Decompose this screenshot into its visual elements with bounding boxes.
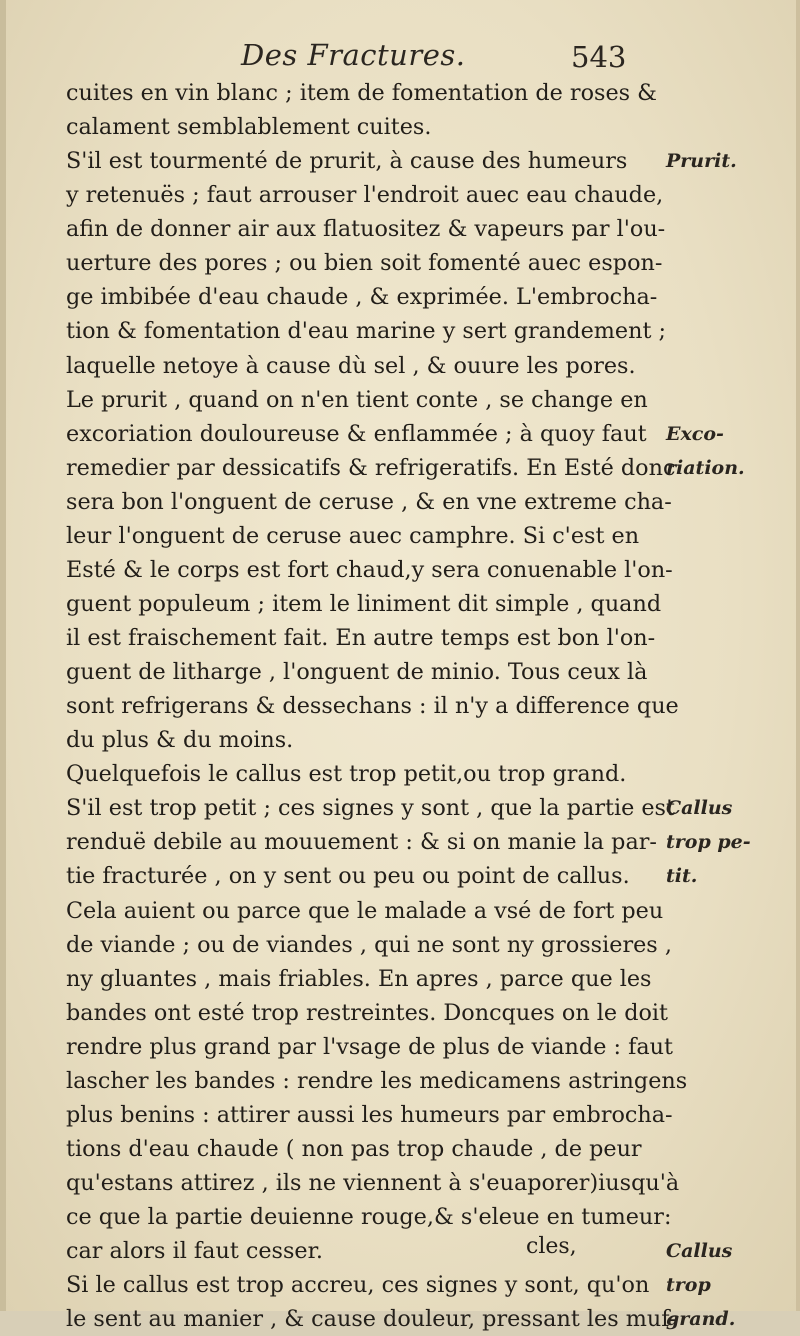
text-line: tion & fomentation d'eau marine y sert grandement ;	[66, 318, 667, 345]
text-line: laquelle netoye à cause dù sel , & ouure les pores.	[66, 352, 636, 379]
text-line: y retenuës ; faut arrouser l'endroit auec eau chaude,	[66, 182, 664, 209]
text-line: Esté & le corps est fort chaud,y sera conuenable l'on-	[66, 556, 673, 583]
text-line: excoriation douloureuse & enflammée ; à quoy faut	[66, 420, 647, 447]
margin-note	[666, 280, 800, 314]
text-line: plus benins : attirer aussi les humeurs par embrocha-	[66, 1101, 673, 1128]
margin-note: Callus	[666, 797, 733, 820]
margin-note	[666, 349, 800, 383]
text-line: Le prurit , quand on n'en tient conte , se change en	[66, 386, 648, 413]
text-line: ny gluantes , mais friables. En apres , parce que les	[66, 965, 652, 992]
margin-note	[666, 212, 800, 246]
text-line: sera bon l'onguent de ceruse , & en vne extreme cha-	[66, 488, 672, 515]
margin-note	[666, 1166, 800, 1200]
text-line: calament semblablement cuites.	[66, 114, 432, 141]
margin-note: Exco-	[666, 422, 724, 445]
margin-note	[666, 1098, 800, 1132]
margin-note: trop	[666, 1274, 711, 1297]
text-line: rendre plus grand par l'vsage de plus de viande : faut	[66, 1033, 673, 1060]
margin-note	[666, 1030, 800, 1064]
text-line: ce que la partie deuienne rouge,& s'eleue en tumeur:	[66, 1204, 672, 1231]
text-line: du plus & du moins.	[66, 727, 294, 754]
margin-note	[666, 76, 800, 110]
margin-note	[666, 110, 800, 144]
page-number: 543	[571, 40, 627, 74]
margin-note	[666, 757, 800, 791]
margin-note	[666, 1132, 800, 1166]
text-line: leur l'onguent de ceruse auec camphre. Si c'est en	[66, 522, 640, 549]
text-line: remedier par dessicatifs & refrigeratifs. En Esté donc	[66, 454, 676, 481]
text-line: S'il est trop petit ; ces signes y sont , que la partie est	[66, 795, 675, 822]
text-line: lascher les bandes : rendre les medicamens astringens	[66, 1067, 688, 1094]
margin-note: Callus	[666, 1240, 733, 1263]
text-line: tions d'eau chaude ( non pas trop chaude , de peur	[66, 1135, 642, 1162]
margin-note	[666, 894, 800, 928]
margin-note	[666, 621, 800, 655]
text-line: il est fraischement fait. En autre temps est bon l'on-	[66, 625, 656, 651]
text-line: le sent au manier , & cause douleur, pressant les muf-	[66, 1306, 677, 1333]
body-text	[66, 76, 688, 1336]
text-line: tie fracturée , on y sent ou peu ou point de callus.	[66, 863, 630, 890]
text-line: qu'estans attirez , ils ne viennent à s'euaporer)iusqu'à	[66, 1170, 680, 1196]
margin-note	[666, 1064, 800, 1098]
margin-note	[666, 723, 800, 757]
text-line: renduë debile au mouuement : & si on manie la par-	[66, 829, 657, 856]
margin-note: tit.	[666, 865, 698, 888]
text-line: Quelquefois le callus est trop petit,ou trop grand.	[66, 761, 627, 788]
text-line: car alors il faut cesser.	[66, 1238, 323, 1265]
text-line: guent populeum ; item le liniment dit simple , quand	[66, 590, 662, 617]
margin-note: trop pe-	[666, 831, 751, 854]
text-line: bandes ont esté trop restreintes. Doncques on le doit	[66, 999, 668, 1026]
margin-note	[666, 655, 800, 689]
margin-note	[666, 314, 800, 348]
margin-note	[666, 1200, 800, 1234]
margin-note	[666, 928, 800, 962]
catchword: cles,	[526, 1234, 577, 1259]
margin-note	[666, 519, 800, 553]
text-line: afin de donner air aux flatuositez & vapeurs par l'ou-	[66, 216, 666, 243]
margin-note	[666, 587, 800, 621]
text-line: Si le callus est trop accreu, ces signes y sont, qu'on	[66, 1272, 650, 1299]
margin-note	[666, 996, 800, 1030]
margin-note	[666, 962, 800, 996]
margin-note	[666, 689, 800, 723]
text-line: sont refrigerans & dessechans : il n'y a difference que	[66, 693, 679, 720]
running-head: Des Fractures.	[241, 38, 466, 72]
text-line: cuites en vin blanc ; item de fomentation de roses &	[66, 80, 658, 106]
margin-note	[666, 246, 800, 280]
margin-note	[666, 485, 800, 519]
margin-note: riation.	[666, 456, 745, 479]
margin-note: grand.	[666, 1308, 736, 1331]
margin-notes	[666, 76, 800, 1336]
margin-note	[666, 383, 800, 417]
text-line: guent de litharge , l'onguent de minio. Tous ceux là	[66, 659, 648, 686]
text-line: uerture des pores ; ou bien soit fomenté auec espon-	[66, 250, 663, 277]
margin-note	[666, 178, 800, 212]
text-line: Cela auient ou parce que le malade a vsé de fort peu	[66, 897, 664, 924]
text-line: S'il est tourmenté de prurit, à cause des humeurs	[66, 148, 628, 175]
text-line: ge imbibée d'eau chaude , & exprimée. L'embrocha-	[66, 284, 658, 311]
text-line: de viande ; ou de viandes , qui ne sont ny grossieres ,	[66, 931, 672, 958]
margin-note	[666, 553, 800, 587]
margin-note: Prurit.	[666, 150, 737, 173]
